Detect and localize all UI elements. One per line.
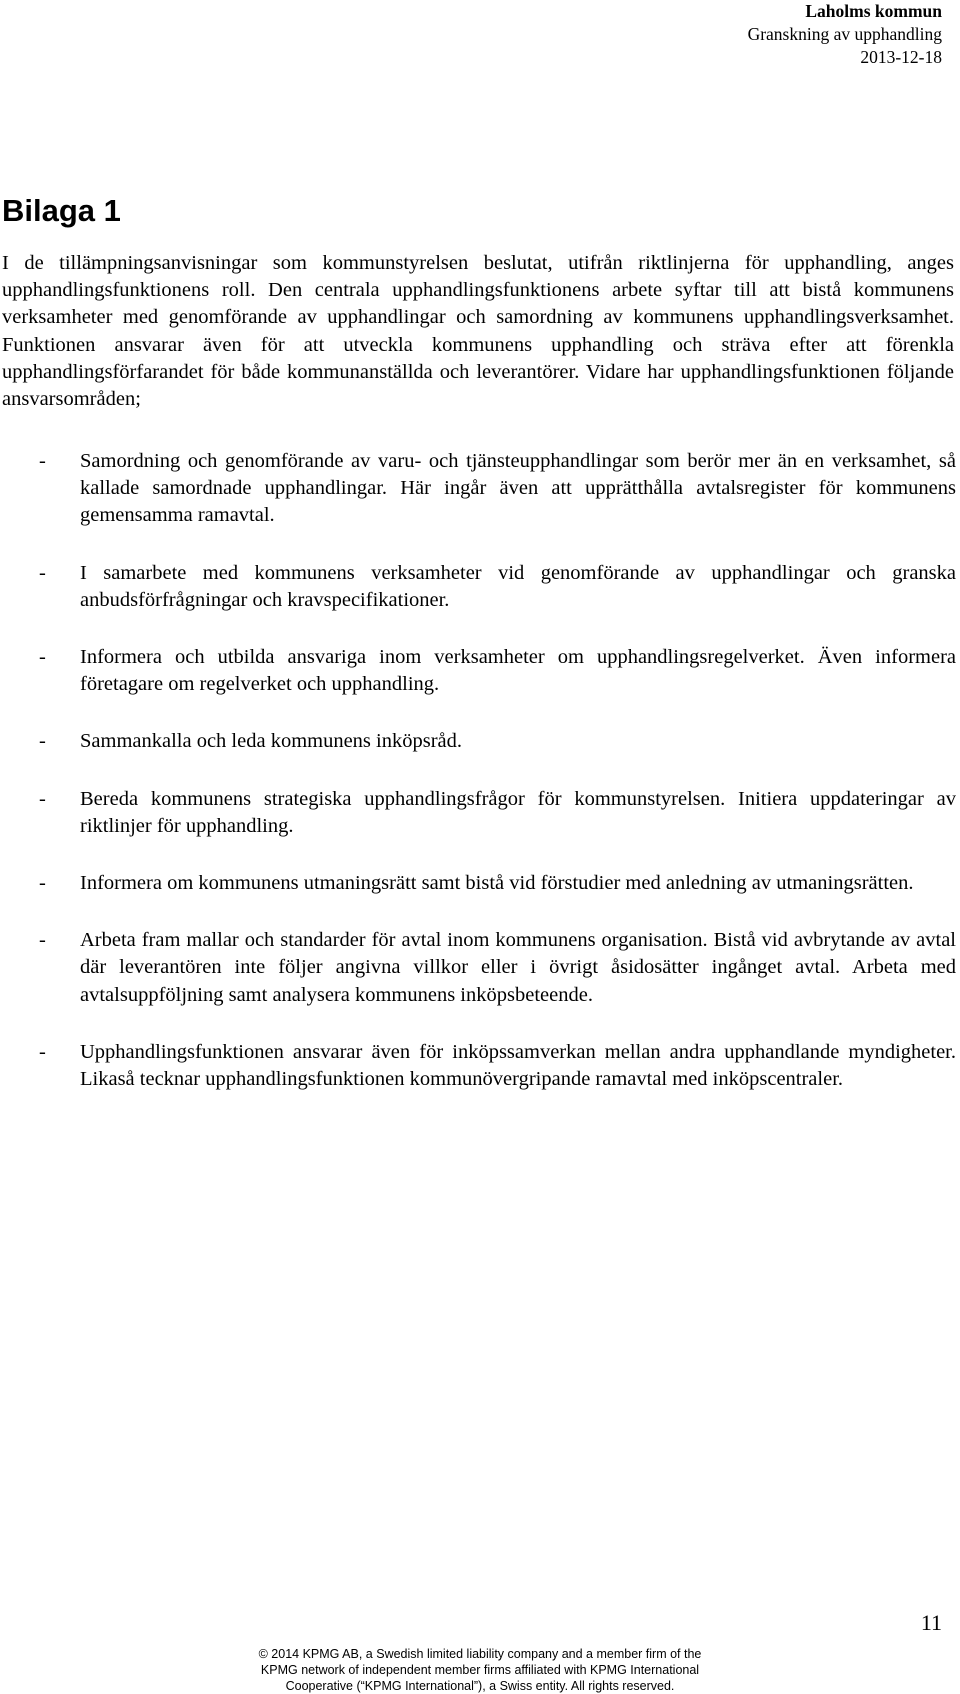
list-item [0,728,956,755]
page-number: 11 [920,1610,942,1635]
page-header [748,0,942,69]
list-item [0,448,956,530]
bullet-dash: - [39,646,46,669]
list-item-text: Bereda kommunens strategiska upphandlingsfrågor för kommunstyrelsen. Initiera uppdateringar av riktlinjer för upphandling. [80,787,956,837]
list-item-text: Upphandlingsfunktionen ansvarar även för inköpssamverkan mellan andra upphandlande myndigheter. Likaså tecknar upphandlingsfunktionen kommunövergripande ramavtal med inköpscentraler. [80,1040,956,1091]
list-item-text: I samarbete med kommunens verksamheter vid genomförande av upphandlingar och granska anbudsförfrågningar och kravspecifikationer. [80,561,956,611]
list-item [0,560,956,614]
list-item-text: Informera och utbilda ansvariga inom verksamheter om upphandlingsregelverket. Även informera företagare om regelverket och upphandling. [80,646,956,696]
footer-line: KPMG network of independent member firms affiliated with KPMG International [260,1663,700,1677]
bullet-dash: - [39,450,46,472]
copyright-footer [210,1646,750,1694]
list-item-text: Arbeta fram mallar och standarder för avtal inom kommunens organisation. Bistå vid avbrytande av avtal där leverantören inte följer angivna villkor eller i övrigt åsidosätter ingånget avtal. Arbeta med avtalsuppföljning samt analysera kommunens inköpsbeteende. [80,929,956,1006]
page-title: Bilaga 1 [2,193,121,228]
bullet-dash: - [39,1040,46,1063]
list-item-text: Informera om kommunens utmaningsrätt samt bistå vid förstudier med anledning av utmaningsrätten. [80,872,914,895]
list-item [0,644,956,698]
header-organization: Laholms kommun [805,1,942,21]
bullet-dash: - [39,561,46,584]
footer-line: Cooperative (“KPMG International”), a Swiss entity. All rights reserved. [285,1679,675,1693]
list-item [0,1039,956,1093]
bullet-dash: - [39,872,46,895]
list-item [0,786,956,840]
list-item [0,870,956,897]
bullet-dash: - [39,730,46,753]
header-report-title: Granskning av upphandling [747,24,942,44]
bullet-dash: - [39,787,46,810]
list-item-text: Samordning och genomförande av varu- och tjänsteupphandlingar som berör mer än en verksamhet, så kallade samordnade upphandlingar. Här ingår även att upprätthålla avtalsregister för kommunens gemensamma ramavtal. [80,450,956,527]
bullet-dash: - [39,929,46,952]
footer-line: © 2014 KPMG AB, a Swedish limited liability company and a member firm of the [258,1647,702,1661]
intro-paragraph: I de tillämpningsanvisningar som kommunstyrelsen beslutat, utifrån riktlinjerna för upphandling, anges upphandlingsfunktionens roll. Den centrala upphandlingsfunktionens arbete syftar till att bistå kommunens verksamheter med genomförande av upphandlingar och samordning av kommunens upphandlingsverksamhet. Funktionen ansvarar även för att utveckla kommunens upphandling och sträva efter att förenkla upphandlingsförfarandet för både kommunanställda och leverantörer. Vidare har upphandlingsfunktionen följande ansvarsområden; [2,252,954,411]
list-item [0,927,956,1009]
responsibility-list [0,448,956,1123]
list-item-text: Sammankalla och leda kommunens inköpsråd. [80,730,463,753]
header-date: 2013-12-18 [860,47,942,67]
